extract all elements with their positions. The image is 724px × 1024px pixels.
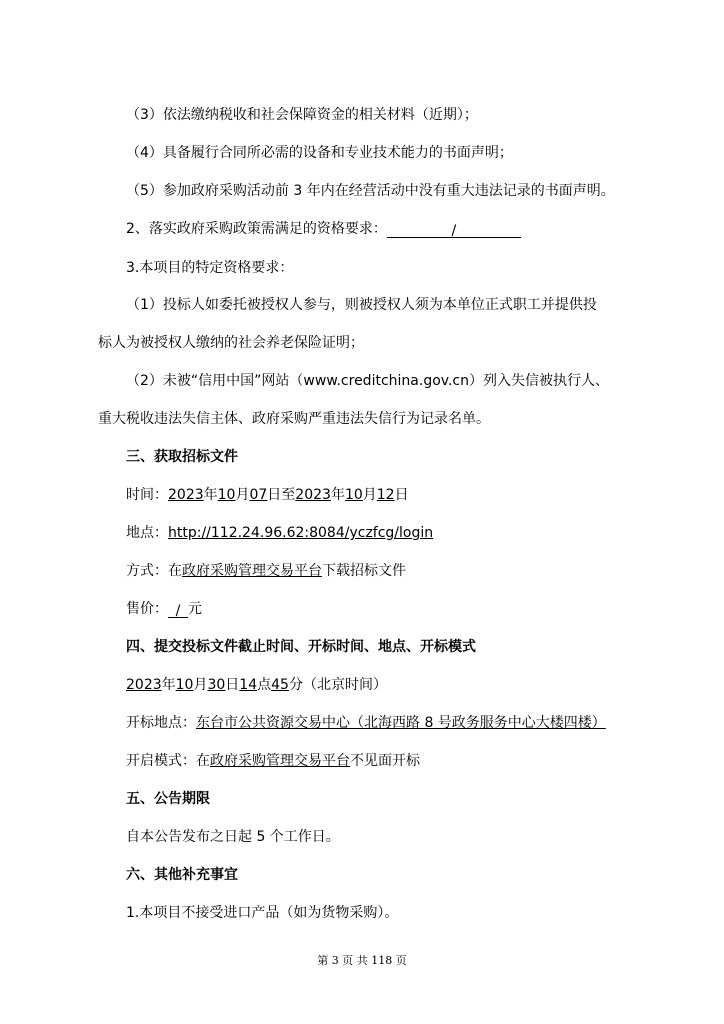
deadline-year: 2023 — [126, 677, 162, 693]
qualification-item-5: （5）参加政府采购活动前 3 年内在经营活动中没有重大违法记录的书面声明。 — [126, 183, 615, 199]
opening-place-label: 开标地点： — [126, 715, 196, 731]
specific-requirements-heading: 3.本项目的特定资格要求： — [126, 260, 294, 276]
end-month: 10 — [344, 487, 363, 503]
minute-char: 分（北京时间） — [288, 677, 387, 693]
specific-requirement-1-line2: 标人为被授权人缴纳的社会养老保险证明； — [98, 335, 364, 351]
month-char: 月 — [362, 487, 377, 503]
start-year: 2023 — [168, 487, 204, 503]
policy-requirement — [126, 219, 712, 239]
day-char: 日 — [394, 487, 409, 503]
sale-price — [126, 599, 712, 619]
acquisition-time — [126, 485, 712, 505]
opening-mode-platform: 政府采购管理交易平台 — [210, 753, 350, 769]
hour-char: 点 — [257, 677, 272, 693]
end-day: 12 — [376, 487, 395, 503]
price-blank — [168, 601, 188, 618]
start-month: 10 — [217, 487, 236, 503]
section5-heading: 五、公告期限 — [126, 791, 210, 807]
place-url-link[interactable]: http://112.24.96.62:8084/yczfcg/login — [168, 525, 434, 541]
announcement-period: 自本公告发布之日起 5 个工作日。 — [126, 829, 340, 845]
acquisition-method — [126, 561, 712, 581]
method-platform: 政府采购管理交易平台 — [182, 563, 322, 579]
specific-requirement-2-line1: （2）未被“信用中国”网站（www.creditchina.gov.cn）列入失信被执行人、 — [126, 373, 609, 389]
day-to-char: 日至 — [267, 487, 296, 503]
start-day: 07 — [249, 487, 268, 503]
policy-requirement-label: 2、落实政府采购政策需满足的资格要求： — [126, 221, 387, 237]
opening-mode — [126, 751, 712, 771]
specific-requirement-1-line1: （1）投标人如委托被授权人参与，则被授权人须为本单位正式职工并提供投 — [126, 297, 597, 313]
supplementary-item-1: 1.本项目不接受进口产品（如为货物采购）。 — [126, 905, 399, 921]
deadline-month: 10 — [175, 677, 194, 693]
month-char: 月 — [235, 487, 250, 503]
qualification-item-3: （3）依法缴纳税收和社会保障资金的相关材料（近期）； — [126, 107, 478, 123]
opening-mode-label: 开启模式：在 — [126, 753, 210, 769]
opening-place-value: 东台市公共资源交易中心（北海西路 8 号政务服务中心大楼四楼） — [196, 715, 606, 731]
section3-heading: 三、获取招标文件 — [126, 449, 238, 465]
time-label: 时间： — [126, 487, 168, 503]
deadline-day: 30 — [207, 677, 226, 693]
deadline-minute: 45 — [271, 677, 289, 693]
end-year: 2023 — [295, 487, 331, 503]
method-label: 方式：在 — [126, 563, 182, 579]
opening-mode-suffix: 不见面开标 — [350, 753, 420, 769]
method-suffix: 下载招标文件 — [322, 563, 406, 579]
price-unit: 元 — [188, 601, 202, 617]
policy-requirement-blank — [387, 221, 521, 238]
year-char: 年 — [330, 487, 345, 503]
price-value: / — [175, 603, 181, 619]
specific-requirement-2-line2: 重大税收违法失信主体、政府采购严重违法失信行为记录名单。 — [98, 411, 490, 427]
qualification-item-4: （4）具备履行合同所必需的设备和专业技术能力的书面声明； — [126, 145, 513, 161]
price-label: 售价： — [126, 601, 168, 617]
section4-heading: 四、提交投标文件截止时间、开标时间、地点、开标模式 — [126, 639, 476, 655]
year-char: 年 — [203, 487, 218, 503]
deadline-time — [126, 675, 712, 695]
policy-requirement-value: / — [451, 223, 457, 239]
section6-heading: 六、其他补充事宜 — [126, 867, 238, 883]
year-char: 年 — [161, 677, 176, 693]
deadline-hour: 14 — [239, 677, 258, 693]
day-char: 日 — [225, 677, 240, 693]
page-footer: 第 3 页 共 118 页 — [317, 954, 407, 967]
acquisition-place — [126, 523, 712, 543]
place-label: 地点： — [126, 525, 168, 541]
month-char: 月 — [193, 677, 208, 693]
opening-place — [126, 713, 712, 733]
